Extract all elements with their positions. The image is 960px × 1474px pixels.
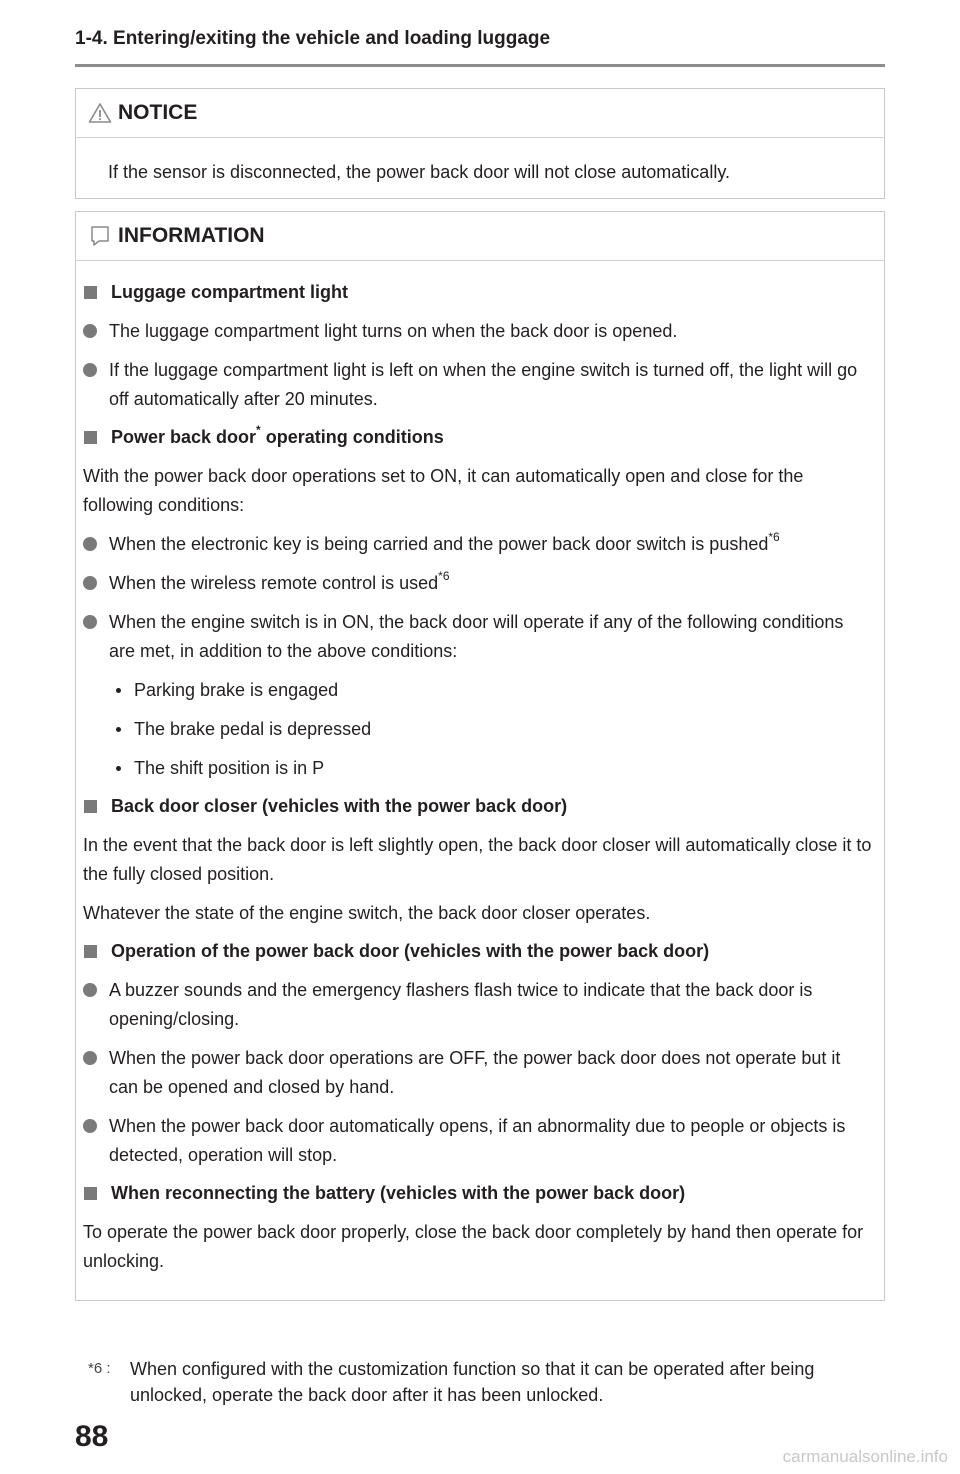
header-rule: [75, 64, 885, 67]
notice-title: NOTICE: [118, 101, 198, 124]
paragraph: Whatever the state of the engine switch, the back door closer operates.: [83, 903, 651, 923]
heading-text-tail: operating conditions: [260, 427, 444, 447]
footnote: [88, 1356, 868, 1408]
sub-list-item: The shift position is in P: [83, 754, 872, 783]
heading-text: Power back door: [111, 427, 257, 447]
information-header: [76, 212, 884, 261]
list-item: When the power back door automatically opens, if an abnormality due to people or objects is detected, operation will stop.: [83, 1112, 872, 1170]
note-icon: [88, 224, 118, 248]
sub-list-item: The brake pedal is depressed: [83, 715, 872, 744]
list-item: If the luggage compartment light is left on when the engine switch is turned off, the light will go off automatically after 20 minutes.: [83, 356, 872, 414]
list-item: [83, 530, 872, 559]
heading-luggage-light: Luggage compartment light: [83, 278, 872, 307]
footnote-mark: *6 :: [88, 1360, 111, 1377]
sub-list-item: Parking brake is engaged: [83, 676, 872, 705]
asterisk-mark: *: [256, 423, 261, 437]
heading-back-door-closer: Back door closer (vehicles with the power back door): [83, 792, 872, 821]
section-header: 1-4. Entering/exiting the vehicle and loading luggage: [75, 28, 551, 49]
information-box: [75, 211, 885, 1301]
heading-reconnecting-battery: When reconnecting the battery (vehicles with the power back door): [83, 1179, 872, 1208]
notice-box: [75, 88, 885, 199]
warning-triangle-icon: [88, 102, 118, 124]
list-item: [83, 569, 872, 598]
page-number: 88: [75, 1420, 109, 1453]
notice-header: [76, 89, 884, 138]
list-item-text: When the wireless remote control is used: [109, 573, 439, 593]
heading-operation-power-back-door: Operation of the power back door (vehicles with the power back door): [83, 937, 872, 966]
list-item: The luggage compartment light turns on when the back door is opened.: [83, 317, 872, 346]
list-item: When the engine switch is in ON, the back door will operate if any of the following conditions are met, in addition to the above conditions:: [83, 608, 872, 666]
list-item: A buzzer sounds and the emergency flashers flash twice to indicate that the back door is opening/closing.: [83, 976, 872, 1034]
footnote-text: When configured with the customization function so that it can be operated after being unlocked, operate the back door after it has been unlocked.: [130, 1359, 815, 1405]
list-item-text: When the electronic key is being carried and the power back door switch is pushed: [109, 534, 769, 554]
paragraph: In the event that the back door is left slightly open, the back door closer will automatically close it to the fully closed position.: [83, 835, 872, 884]
information-title: INFORMATION: [118, 224, 265, 247]
list-item: When the power back door operations are OFF, the power back door does not operate but it can be opened and closed by hand.: [83, 1044, 872, 1102]
watermark: carmanualsonline.info: [782, 1447, 948, 1466]
notice-text: If the sensor is disconnected, the power back door will not close automatically.: [108, 162, 730, 182]
paragraph: To operate the power back door properly, close the back door completely by hand then operate for unlocking.: [83, 1222, 864, 1271]
information-body: [76, 261, 884, 1276]
footnote-ref: *6: [438, 569, 450, 583]
footnote-ref: *6: [768, 530, 780, 544]
paragraph: With the power back door operations set to ON, it can automatically open and close for the following conditions:: [83, 466, 804, 515]
heading-power-back-door-conditions: [83, 423, 872, 452]
